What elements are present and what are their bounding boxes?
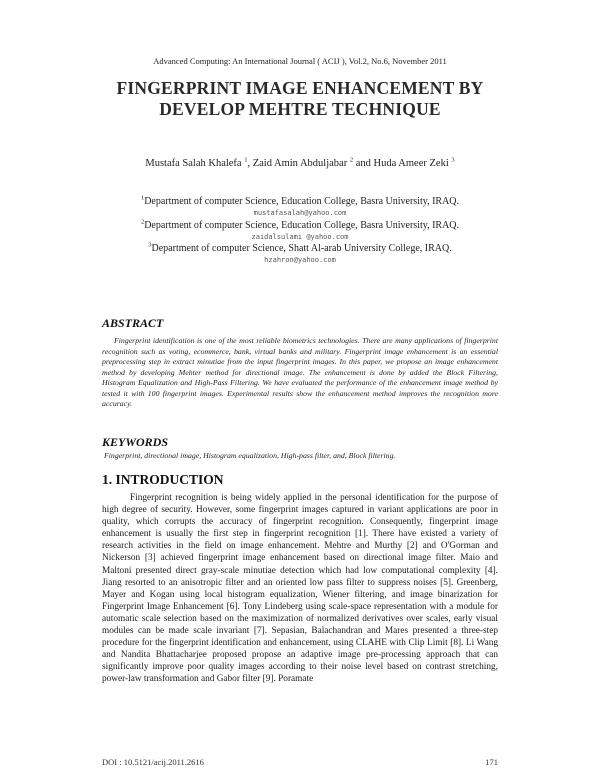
author-name: Zaid Amin Abduljabar (252, 158, 350, 169)
introduction-body: Fingerprint recognition is being widely applied in the personal identification for the purpose of high degree of security. However, some fingerprint images captured in variant applications are poor in quality, which corrupts the accuracy of fingerprint recognition. Consequently, fingerprint image enhancement is usually the first step in fingerprint recognition [1]. There have existed a variety of research activities in the field on image enhancement. Mehtre and Murthy [2] and O'Gorman and Nickerson [3] achieved fingerprint image enhancement based on directional image filter. Maio and Maltoni presented direct gray-scale minutiae detection which had low computational complexity [4]. Jiang resorted to an anisotropic filter and an oriented low pass filter to suppress noises [5]. Greenberg, Mayer and Kogan using local histogram equalization, Wiener filtering, and image binarization for Fingerprint Image Enhancement [6]. Tony Lindeberg using scale-space representation with a module for automatic scale selection based on the maximization of normalized derivatives over scales, early visual modules can be made scale invariant [7]. Sepasian, Balachandran and Mares presented a three-step procedure for the fingerprint identification and enhancement, using CLAHE with Clip Limit [8]. Li Wang and Nandita Bhattacharjee proposed propose an adaptive image pre-processing approach that can significantly improve poor quality images according to their noise level based on contrast stretching, power-law transformation and Gabor filter [9]. Poramate (102, 493, 498, 685)
introduction-heading: 1. INTRODUCTION (102, 472, 224, 487)
title-line-2: DEVELOP MEHTRE TECHNIQUE (159, 99, 441, 119)
page-number: 171 (485, 757, 498, 767)
author-list (60, 158, 540, 169)
author-sup: 2 (349, 156, 354, 164)
affiliation-3 (100, 243, 500, 255)
paper-title (60, 78, 540, 120)
affiliation-sup: 3 (148, 241, 152, 249)
title-line-1: FINGERPRINT IMAGE ENHANCEMENT BY (116, 78, 484, 98)
affiliation-text: Department of computer Science, Shatt Al-arab University College, IRAQ. (151, 243, 452, 254)
affiliation-text: Department of computer Science, Education College, Basra University, IRAQ. (144, 196, 460, 207)
author-name: Mustafa Salah Khalefa (145, 158, 245, 169)
keywords-body: Fingerprint, directional image, Histogram equalization, High-pass filter, and, Block filtering. (104, 451, 396, 460)
affiliation-sup: 2 (140, 218, 145, 226)
author-name: Huda Ameer Zeki (373, 158, 452, 169)
footer-doi: DOI : 10.5121/acij.2011.2616 (102, 757, 204, 767)
affiliation-1 (100, 196, 500, 208)
author-separator: and (353, 158, 374, 169)
affiliation-text: Department of computer Science, Education College, Basra University, IRAQ. (144, 220, 460, 231)
email-2[interactable]: zaidalsulami @yahoo.com (251, 233, 349, 241)
abstract-heading: ABSTRACT (102, 316, 164, 330)
keywords-heading: KEYWORDS (102, 435, 169, 449)
affiliation-sup: 1 (140, 194, 145, 202)
email-3[interactable]: hzahron@yahoo.com (264, 256, 336, 264)
author-sup: 1 (244, 156, 248, 164)
email-1[interactable]: mustafasalah@yahoo.com (253, 209, 347, 217)
affiliation-2 (100, 220, 500, 232)
author-separator: , (247, 158, 253, 169)
author-sup: 3 (451, 156, 455, 164)
running-header: Advanced Computing: An International Journal ( ACIJ ), Vol.2, No.6, November 2011 (153, 56, 447, 66)
abstract-body: Fingerprint identification is one of the most reliable biometrics technologies. There are many applications of fingerprint recognition such as voting, ecommerce, bank, virtual banks and military. Fingerprint image enhancement is an essential preprocessing step in extract minutiae from the input fingerprint images. In this paper, we propose an image enhancement method by developing Mehter method for directional image. The enhancement is done by added the Block Filtering, Histogram Equalization and High-Pass Filtering. We have evaluated the performance of the enhancement image method by tested it with 100 fingerprint images. Experimental results show the enhancement method improves the recognition more accuracy. (102, 336, 498, 409)
